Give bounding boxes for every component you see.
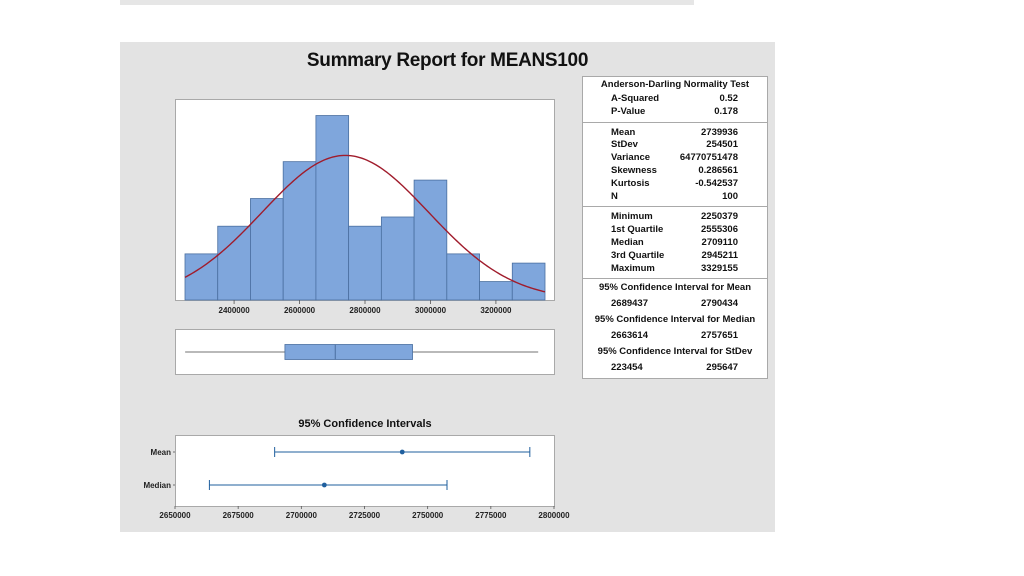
moments-row [583, 165, 767, 178]
moments-value: 254501 [706, 139, 738, 151]
histogram-bar [414, 180, 447, 300]
histogram-bar [218, 226, 251, 300]
ci-mean-high: 2790434 [701, 298, 738, 310]
ci-stdev-values [583, 360, 767, 376]
moments-row [583, 127, 767, 140]
ci-stdev-header: 95% Confidence Interval for StDev [597, 346, 753, 358]
histogram-x-tick-label: 2800000 [349, 306, 381, 315]
ci-stdev-low: 223454 [611, 362, 643, 374]
ci-plot-area [176, 436, 555, 507]
quartiles-value: 2709110 [701, 236, 738, 248]
quartiles-row [583, 224, 767, 237]
ad-value: 0.52 [719, 93, 738, 104]
ci-mean-low: 2689437 [611, 298, 648, 310]
histogram-bar [381, 217, 414, 300]
ci-median-low: 2663614 [611, 330, 648, 342]
moments-row [583, 139, 767, 152]
moments-label: Mean [611, 126, 636, 138]
histogram-bar [316, 116, 349, 300]
quartiles-label: Maximum [611, 262, 655, 274]
quartiles-value: 2250379 [701, 211, 738, 223]
ci-x-tick-label: 2700000 [285, 511, 317, 520]
histogram-chart [175, 99, 555, 324]
moments-value: 100 [722, 190, 738, 202]
ci-x-tick-label: 2750000 [412, 511, 444, 520]
moment-rows [583, 123, 767, 207]
moments-value: 64770751478 [679, 152, 738, 164]
ci-x-tick-label: 2675000 [222, 511, 254, 520]
quartiles-row [583, 237, 767, 250]
ci-x-tick-label: 2800000 [538, 511, 570, 520]
quartiles-label: 3rd Quartile [611, 249, 665, 261]
moments-label: Kurtosis [611, 177, 650, 189]
moments-label: N [611, 190, 618, 202]
quartiles-label: 1st Quartile [611, 224, 664, 236]
histogram-x-tick-label: 3200000 [480, 306, 512, 315]
ci-mean-header: 95% Confidence Interval for Mean [598, 282, 752, 294]
ci-median-values [583, 328, 767, 344]
moments-row [583, 152, 767, 165]
ci-point-estimate [322, 483, 327, 488]
ci-row-label: Median [143, 481, 171, 490]
ci-plot-title: 95% Confidence Intervals [298, 418, 432, 430]
ad-row [583, 106, 767, 119]
histogram-bar [480, 282, 513, 300]
ad-label: A-Squared [611, 93, 660, 104]
quartiles-section [583, 207, 767, 279]
ci-median-high: 2757651 [701, 330, 738, 342]
report-title: Summary Report for MEANS100 [306, 50, 589, 71]
ci-stdev-high: 295647 [706, 362, 738, 374]
quartiles-row [583, 250, 767, 263]
confidence-section [583, 279, 767, 376]
histogram-bar [250, 199, 283, 300]
top-strip [120, 0, 694, 5]
ci-row-label: Mean [150, 448, 171, 457]
boxplot-box [285, 345, 413, 360]
quartiles-row [583, 211, 767, 224]
quartiles-label: Minimum [611, 211, 653, 223]
ad-test-header: Anderson-Darling Normality Test [600, 79, 750, 90]
statistics-table [582, 76, 768, 379]
ad-test-rows [583, 93, 767, 122]
ci-x-tick-label: 2650000 [159, 511, 191, 520]
histogram-bar [447, 254, 480, 300]
histogram-bar [283, 162, 316, 300]
quartiles-value: 2945211 [701, 249, 738, 261]
ci-median-header: 95% Confidence Interval for Median [594, 314, 756, 326]
histogram-x-tick-label: 2400000 [218, 306, 250, 315]
moments-value: -0.542537 [695, 177, 738, 189]
boxplot-chart [175, 329, 555, 375]
moments-row [583, 178, 767, 191]
ci-mean-values [583, 296, 767, 312]
quartile-rows [583, 207, 767, 278]
histogram-x-tick-label: 2600000 [283, 306, 316, 315]
ci-x-tick-label: 2775000 [475, 511, 507, 520]
histogram-x-tick-label: 3000000 [414, 306, 447, 315]
quartiles-label: Median [611, 236, 644, 248]
moments-label: Variance [611, 152, 651, 164]
moments-value: 0.286561 [698, 164, 738, 176]
quartiles-value: 3329155 [701, 262, 738, 274]
histogram-bar [185, 254, 218, 300]
quartiles-row [583, 263, 767, 276]
moments-label: Skewness [611, 164, 657, 176]
ad-row [583, 93, 767, 106]
moments-label: StDev [611, 139, 638, 151]
moments-section [583, 123, 767, 208]
quartiles-value: 2555306 [701, 224, 738, 236]
ci-point-estimate [400, 450, 405, 455]
ci-x-tick-label: 2725000 [348, 511, 381, 520]
ad-value: 0.178 [714, 105, 738, 117]
moments-value: 2739936 [701, 126, 738, 138]
histogram-bar [349, 226, 382, 300]
histogram-bar [512, 263, 545, 300]
confidence-interval-chart [130, 433, 580, 525]
ad-test-section [583, 77, 767, 123]
moments-row [583, 191, 767, 204]
ad-label: P-Value [611, 105, 646, 117]
